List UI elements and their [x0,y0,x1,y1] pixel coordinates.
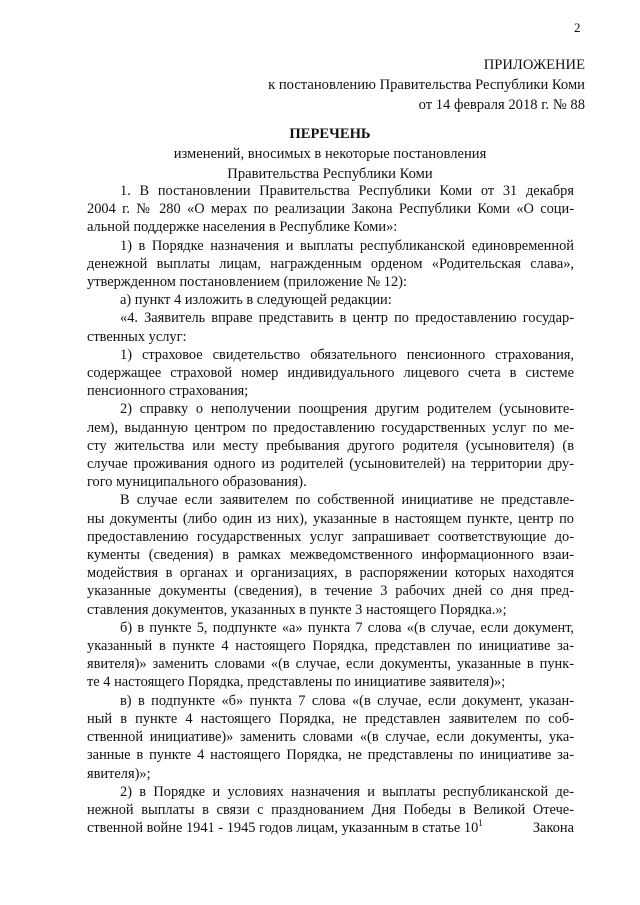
body-text-line: ственных услуг: [87,328,187,345]
body-text-line: явителя)» заменить словами «(в случае, если документы, указанные в пунк- [87,656,574,673]
body-text-line: б) в пункте 5, подпункте «а» пункта 7 слова «(в случае, если документ, [120,619,574,636]
body-text-line: занные в пункте 4 настоящего Порядка, не представлены по инициативе за- [87,747,574,764]
body-text-line: явителя)»; [87,765,151,782]
body-text-line: сту жительства или месту пребывания другого родителя (усыновителя) (в [87,437,574,454]
body-text-line: модействия в органах и организациях, в распоряжении которых находятся [87,565,574,582]
body-text-line: те 4 настоящего Порядка, представлены по инициативе заявителя)»; [87,674,506,691]
body-text-line: «4. Заявитель вправе представить в центр по предоставлению государ- [120,310,574,327]
body-text-line: 2) справку о неполучении поощрения другим родителем (усыновите- [120,401,574,418]
document-title: ПЕРЕЧЕНЬ [289,126,371,142]
body-text-line: предоставлению государственных услуг запрашивает соответствующие до- [87,528,574,545]
superscript: 1 [478,818,483,829]
appendix-heading: ПРИЛОЖЕНИЕ [483,57,585,73]
body-text-line: 1) в Порядке назначения и выплаты республиканской единовременной [120,237,574,254]
document-body [87,182,574,837]
appendix-resolution-line: к постановлению Правительства Республики Коми [268,77,585,93]
page-number: 2 [574,20,581,35]
body-text-line: В случае если заявителем по собственной инициативе не представле- [120,492,574,509]
body-text-line: альной поддержке населения в Республике Коми»: [87,219,398,236]
body-text-line: ный в пункте 4 настоящего Порядка, не представлен заявителем по соб- [87,710,574,727]
document-subtitle-line-2: Правительства Республики Коми [227,166,433,182]
body-text-line: утвержденном постановлением (приложение № 12): [87,274,407,291]
appendix-date-line: от 14 февраля 2018 г. № 88 [418,97,585,113]
body-text-line: лем), выданную центром по предоставлению государственных услуг по ме- [87,419,574,436]
body-text-line: пенсионного страхования; [87,383,249,400]
body-text-line: кументы (сведения) в рамках межведомственного информационного взаи- [87,547,574,564]
body-text-line: гого муниципального образования). [87,474,307,491]
body-text-line: случае проживания одного из родителей (усыновителей) на территории дру- [87,456,574,473]
body-text-line: ны документы (либо один из них), указанные в настоящем пункте, центр по [87,510,574,527]
body-text-line: денежной выплаты лицам, награжденным орденом «Родительская слава», [87,255,574,272]
document-subtitle-line-1: изменений, вносимых в некоторые постановления [173,146,487,162]
body-text-line: 1. В постановлении Правительства Республики Коми от 31 декабря [120,183,574,199]
body-text-line: 2004 г. № 280 «О мерах по реализации Закона Республики Коми «О соци- [87,201,574,218]
body-text-line: ственной инициативе)» заменить словами «(в случае, если документы, ука- [87,729,574,746]
title-block [90,124,570,184]
body-text-line: 2) в Порядке и условиях назначения и выплаты республиканской де- [120,783,574,800]
body-text-line: а) пункт 4 изложить в следующей редакции: [120,292,392,309]
body-text-line: содержащее страховой номер индивидуального лицевого счета в системе [87,365,574,382]
body-text-line: указанные документы (сведения), в течение 3 рабочих дней со дня пред- [87,583,574,600]
body-text-line: ственной войне 1941 - 1945 годов лицам, указанным в статье $10^1$ Закона [87,818,574,837]
body-text-line: нежной выплаты в связи с празднованием Дня Победы в Великой Отече- [87,801,574,818]
body-text-line: ставления документов, указанных в пункте 3 настоящего Порядка.»; [87,601,507,618]
body-text-line: в) в подпункте «б» пункта 7 слова «(в случае, если документ, указан- [120,692,574,709]
body-text-line: 1) страховое свидетельство обязательного пенсионного страхования, [120,346,574,363]
appendix-block [268,55,585,115]
body-text-line: указанный в пункте 4 настоящего Порядка, представлен по инициативе за- [87,638,574,655]
